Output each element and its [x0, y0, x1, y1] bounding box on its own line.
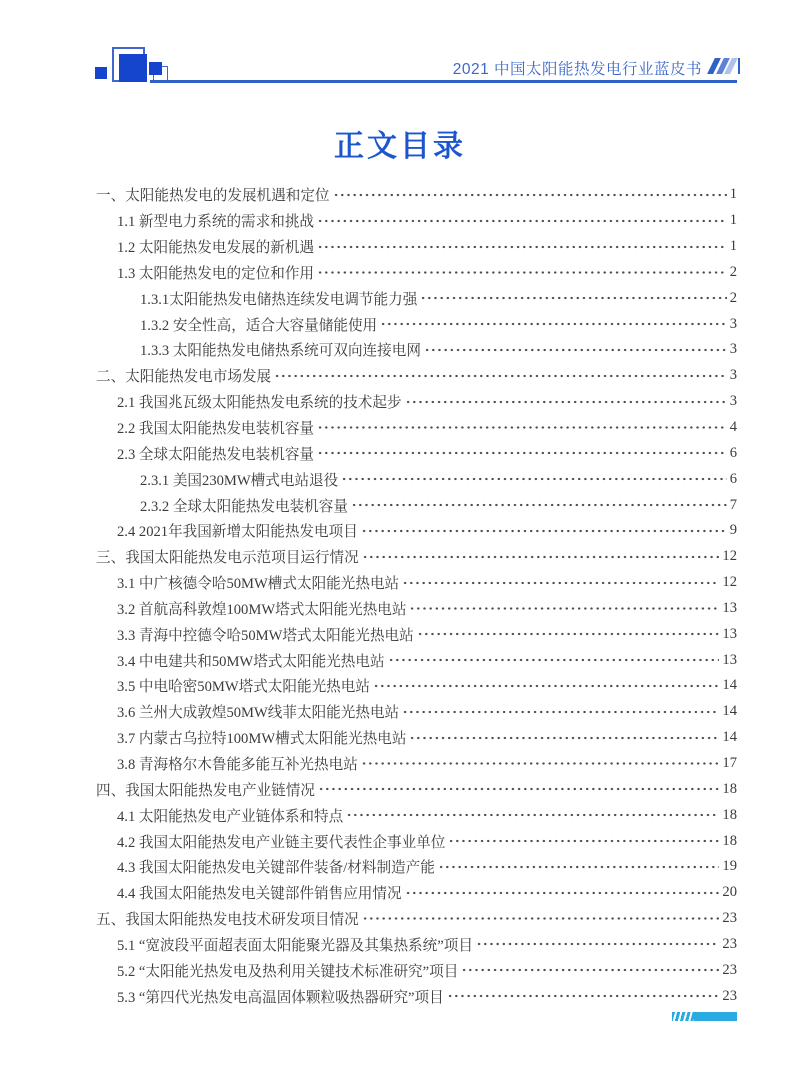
dot-leader	[361, 751, 720, 777]
toc-entry-page: 23	[722, 987, 737, 1004]
toc-entry[interactable]	[96, 415, 737, 441]
toc-entry-label: 3.2 首航高科敦煌100MW塔式太阳能光热电站	[117, 601, 407, 618]
slash-bar	[738, 58, 741, 74]
footer-decoration	[672, 1012, 737, 1021]
toc-entry[interactable]	[96, 957, 737, 983]
dot-leader	[447, 983, 720, 1009]
toc-entry[interactable]	[96, 389, 737, 415]
toc-entry-page: 17	[722, 754, 737, 771]
toc-entry-label: 5.3 “第四代光热发电高温固体颗粒吸热器研究”项目	[117, 989, 444, 1006]
toc-entry-label: 1.3.1太阳能热发电储热连续发电调节能力强	[140, 291, 418, 308]
toc-entry-label: 4.4 我国太阳能热发电关键部件销售应用情况	[117, 886, 402, 903]
toc-entry-label: 4.3 我国太阳能热发电关键部件装备/材料制造产能	[117, 860, 435, 877]
toc-entry-page: 7	[729, 496, 737, 513]
dot-leader	[402, 570, 719, 596]
dot-leader	[274, 363, 727, 389]
toc-entry[interactable]	[96, 725, 737, 751]
dot-leader	[420, 285, 726, 311]
header-title: 2021 中国太阳能热发电行业蓝皮书	[452, 61, 702, 78]
toc-entry[interactable]	[96, 182, 737, 208]
toc-entry[interactable]	[96, 854, 737, 880]
toc-entry-page: 3	[729, 341, 737, 358]
footer-bar-solid	[694, 1012, 737, 1021]
toc-entry-label: 四、我国太阳能热发电产业链情况	[96, 782, 315, 799]
toc-entry-label: 2.3.2 全球太阳能热发电装机容量	[140, 498, 348, 515]
toc-entry-page: 12	[722, 574, 737, 591]
dot-leader	[318, 776, 719, 802]
toc-entry-label: 4.1 太阳能热发电产业链体系和特点	[117, 808, 344, 825]
toc-entry-label: 1.3.2 安全性高，适合大容量储能使用	[140, 317, 378, 334]
toc-entry[interactable]	[96, 234, 737, 260]
toc-entry-page: 4	[729, 419, 737, 436]
toc-entry-label: 3.4 中电建共和50MW塔式太阳能光热电站	[117, 653, 385, 670]
dot-leader	[448, 828, 719, 854]
toc-entry-label: 1.1 新型电力系统的需求和挑战	[117, 214, 315, 231]
toc-entry-page: 14	[722, 677, 737, 694]
dot-leader	[417, 621, 720, 647]
toc-entry[interactable]	[96, 466, 737, 492]
toc-entry[interactable]	[96, 518, 737, 544]
toc-entry-page: 20	[722, 884, 737, 901]
toc-entry-label: 三、我国太阳能热发电示范项目运行情况	[96, 550, 359, 567]
toc-entry[interactable]	[96, 621, 737, 647]
logo-main-square	[119, 54, 147, 82]
toc-entry[interactable]	[96, 647, 737, 673]
dot-leader	[362, 544, 720, 570]
toc-entry[interactable]	[96, 828, 737, 854]
toc-entry-page: 23	[722, 910, 737, 927]
toc-entry[interactable]	[96, 544, 737, 570]
toc-entry-label: 五、我国太阳能热发电技术研发项目情况	[96, 912, 359, 929]
toc-entry-page: 1	[729, 212, 737, 229]
toc-entry-label: 2.4 2021年我国新增太阳能热发电项目	[117, 524, 358, 541]
toc-entry-label: 3.3 青海中控德令哈50MW塔式太阳能光热电站	[117, 627, 414, 644]
table-of-contents	[96, 182, 737, 1009]
dot-leader	[409, 725, 719, 751]
toc-entry-page: 3	[729, 393, 737, 410]
toc-entry[interactable]	[96, 492, 737, 518]
toc-entry-page: 18	[722, 806, 737, 823]
toc-entry-label: 一、太阳能热发电的发展机遇和定位	[96, 188, 330, 205]
dot-leader	[461, 957, 719, 983]
toc-entry[interactable]	[96, 776, 737, 802]
toc-entry-page: 14	[722, 703, 737, 720]
slashes-icon	[711, 58, 740, 74]
toc-entry-page: 6	[729, 470, 737, 487]
dot-leader	[346, 802, 719, 828]
toc-entry-page: 19	[722, 858, 737, 875]
dot-leader	[405, 389, 727, 415]
toc-entry-page: 18	[722, 832, 737, 849]
toc-entry-page: 1	[729, 238, 737, 255]
dot-leader	[405, 880, 720, 906]
toc-entry-page: 13	[722, 599, 737, 616]
toc-entry-page: 13	[722, 625, 737, 642]
dot-leader	[333, 182, 727, 208]
toc-entry[interactable]	[96, 311, 737, 337]
toc-entry[interactable]	[96, 983, 737, 1009]
dot-leader	[351, 492, 727, 518]
toc-entry-label: 2.3.1 美国230MW槽式电站退役	[140, 472, 339, 489]
dot-leader	[409, 596, 719, 622]
toc-entry[interactable]	[96, 285, 737, 311]
toc-entry-page: 3	[729, 367, 737, 384]
toc-entry-label: 3.6 兰州大成敦煌50MW线菲太阳能光热电站	[117, 705, 400, 722]
toc-entry-page: 13	[722, 651, 737, 668]
header-divider	[150, 80, 737, 83]
toc-entry-page: 9	[729, 522, 737, 539]
toc-entry-page: 2	[729, 263, 737, 280]
toc-entry-label: 2.1 我国兆瓦级太阳能热发电系统的技术起步	[117, 395, 402, 412]
toc-entry[interactable]	[96, 906, 737, 932]
logo-small-right-square	[149, 62, 162, 75]
dot-leader	[317, 440, 727, 466]
toc-entry[interactable]	[96, 802, 737, 828]
toc-entry-page: 23	[722, 935, 737, 952]
toc-entry-label: 二、太阳能热发电市场发展	[96, 369, 272, 386]
dot-leader	[317, 260, 727, 286]
toc-entry-page: 14	[722, 729, 737, 746]
page-title: 正文目录	[334, 130, 466, 163]
toc-entry-label: 4.2 我国太阳能热发电产业链主要代表性企事业单位	[117, 834, 446, 851]
toc-entry[interactable]	[96, 260, 737, 286]
toc-entry-page: 18	[722, 780, 737, 797]
dot-leader	[380, 311, 727, 337]
toc-entry-label: 1.3 太阳能热发电的定位和作用	[117, 265, 315, 282]
logo-small-left-square	[95, 67, 107, 79]
toc-entry-page: 23	[722, 961, 737, 978]
toc-entry-label: 5.1 “宽波段平面超表面太阳能聚光器及其集热系统”项目	[117, 937, 473, 954]
dot-leader	[438, 854, 720, 880]
toc-entry[interactable]	[96, 596, 737, 622]
toc-entry[interactable]	[96, 699, 737, 725]
dot-leader	[341, 466, 726, 492]
toc-entry[interactable]	[96, 570, 737, 596]
toc-entry-label: 3.5 中电哈密50MW塔式太阳能光热电站	[117, 679, 370, 696]
toc-entry-label: 3.7 内蒙古乌拉特100MW槽式太阳能光热电站	[117, 731, 407, 748]
toc-entry[interactable]	[96, 751, 737, 777]
dot-leader	[362, 906, 720, 932]
toc-entry-page: 12	[722, 548, 737, 565]
dot-leader	[373, 673, 719, 699]
dot-leader	[317, 208, 727, 234]
toc-entry-label: 2.2 我国太阳能热发电装机容量	[117, 421, 315, 438]
toc-entry[interactable]	[96, 931, 737, 957]
dot-leader	[388, 647, 720, 673]
toc-entry-page: 1	[729, 186, 737, 203]
toc-entry[interactable]	[96, 880, 737, 906]
toc-entry-label: 3.1 中广核德令哈50MW槽式太阳能光热电站	[117, 576, 400, 593]
toc-entry-page: 3	[729, 315, 737, 332]
footer-stripes	[672, 1012, 694, 1021]
toc-entry-label: 1.3.3 太阳能热发电储热系统可双向连接电网	[140, 343, 421, 360]
dot-leader	[317, 415, 727, 441]
toc-entry-page: 2	[729, 289, 737, 306]
dot-leader	[402, 699, 719, 725]
dot-leader	[476, 931, 719, 957]
toc-entry[interactable]	[96, 363, 737, 389]
toc-entry-label: 3.8 青海格尔木鲁能多能互补光热电站	[117, 756, 358, 773]
toc-entry-label: 5.2 “太阳能光热发电及热利用关键技术标准研究”项目	[117, 963, 459, 980]
toc-entry-label: 1.2 太阳能热发电发展的新机遇	[117, 240, 315, 257]
toc-entry-label: 2.3 全球太阳能热发电装机容量	[117, 446, 315, 463]
dot-leader	[317, 234, 727, 260]
toc-entry[interactable]	[96, 440, 737, 466]
dot-leader	[361, 518, 727, 544]
toc-entry[interactable]	[96, 337, 737, 363]
dot-leader	[424, 337, 727, 363]
toc-entry[interactable]	[96, 208, 737, 234]
toc-entry[interactable]	[96, 673, 737, 699]
toc-entry-page: 6	[729, 444, 737, 461]
